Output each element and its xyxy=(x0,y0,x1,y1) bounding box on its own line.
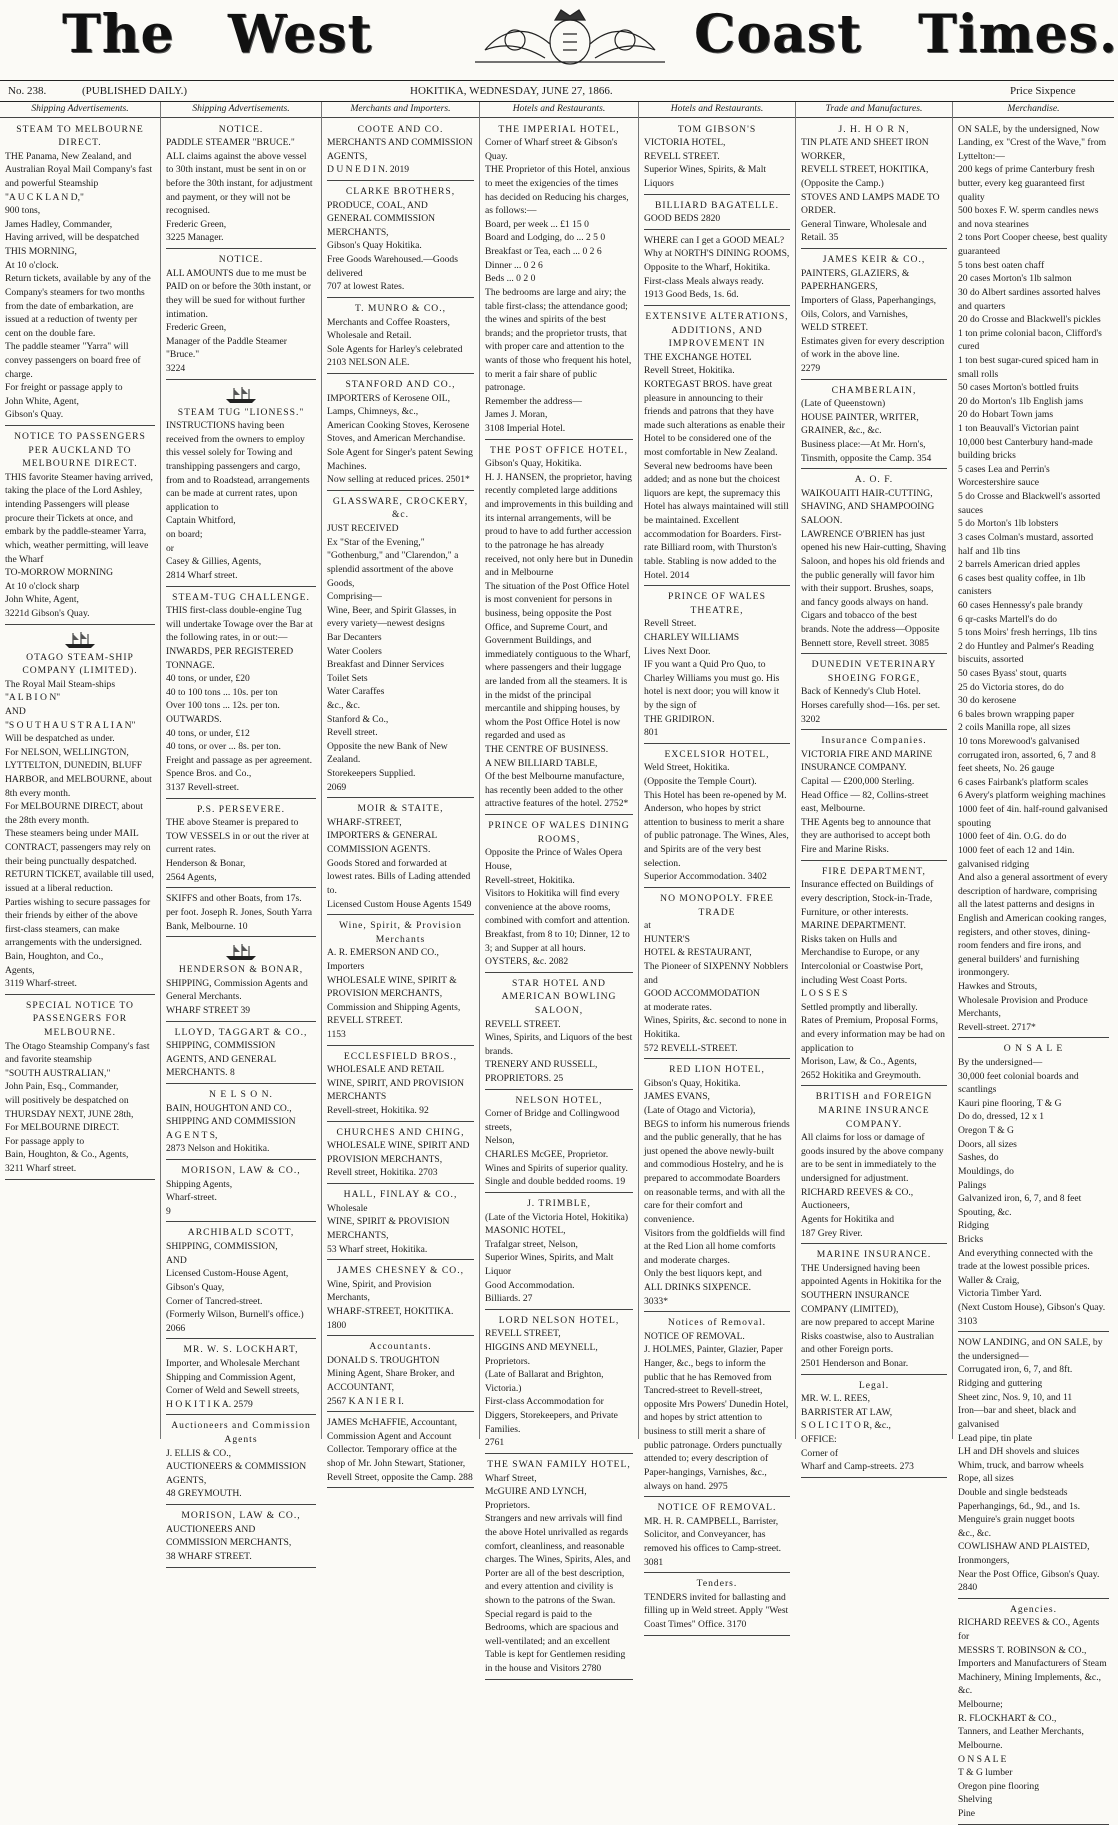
advertisement-body: Gibson's Quay, Hokitika. H. J. HANSEN, the proprietor, having recently completed large additions and improvements in this building and its internal arrangements, will be proud to have to add further accession to the patronage he has already received, not only here but in Dunedin and in Melbourne The situation of the Post Office Hotel is most convenient for persons in business, being opposite the Post Office, and Supreme Court, and Government Buildings, and immediately contiguous to the Wharf, where passengers and their luggage are landed from all the steamers. It is in the midst of the principal mercantile and shipping houses, by whom the Post Office Hotel is now regarded and used as THE CENTRE OF BUSINESS. A NEW BILLIARD TABLE, Of the best Melbourne manufacture, has recently been added to the other attractive features of the hotel. 2752* xyxy=(485,458,633,810)
advertisement-title: LLOYD, TAGGART & CO., xyxy=(174,1026,308,1038)
advertisement-columns xyxy=(0,102,1114,1819)
advertisement-title: NOTICE OF REMOVAL. xyxy=(657,1502,777,1514)
advertisement-body: THIS first-class double-engine Tug will undertake Towage over the Bar at the following rates, in or out:— INWARDS, PER REGISTERED TONNAGE. 40 tons, or under, £20 40 to 100 tons ... 10s. per ton Over 100 tons ... 12s. per ton. OUTWARDS. 40 tons, or under, £12 40 tons, or over ... 8s. per ton. Freight and passage as per agreement. Spence Bros. and Co., 3137 Revell-street. xyxy=(166,605,313,794)
advertisement-title: NOTICE. xyxy=(218,254,264,266)
advertisement xyxy=(485,442,633,815)
advertisement xyxy=(327,493,474,798)
advertisement-body: Insurance effected on Buildings of every description, Stock-in-Trade, Furniture, or other interests. MARINE DEPARTMENT. Risks taken on Hulls and Merchandise to Europe, or any Intercolonial or Coastwise Port, including West Coast Ports. L O S S E S Settled promptly and liberally. Rates of Premium, Proposal Forms, and every information may be had on application to Morison, Law, & Co., Agents, 2652 Hokitika and Greymouth. xyxy=(801,879,945,1081)
advertisement-body: A. R. EMERSON AND CO., Importers WHOLESALE WINE, SPIRIT & PROVISION MERCHANTS, Commission and Shipping Agents, REVELL STREET. 1153 xyxy=(327,947,461,1040)
advertisement xyxy=(166,1507,316,1567)
advertisement-body: SHIPPING, COMMISSION AGENTS, AND GENERAL MERCHANTS. 8 xyxy=(166,1040,276,1079)
advertisement xyxy=(327,300,474,374)
advertisement-title: Legal. xyxy=(858,1379,890,1391)
advertisement xyxy=(327,1338,474,1412)
advertisement xyxy=(485,1195,633,1310)
advertisement-body: All claims for loss or damage of goods insured by the above company are to be sent in immediately to the undersigned for adjustment. RICHARD REEVES & CO., Auctioneers, Agents for Hokitika and 187 Grey River. xyxy=(801,1132,944,1239)
advertisement-title: TOM GIBSON'S xyxy=(677,123,757,135)
advertisement-body: PADDLE STEAMER "BRUCE." ALL claims against the above vessel to 30th instant, must be sent in on or before the 30th instant, for adjustment and payment, or they will not be recognised. Frederic Green, 3225 Manager. xyxy=(166,137,313,244)
column-heading: Hotels and Restaurants. xyxy=(639,102,795,118)
advertisement-title: JAMES KEIR & CO., xyxy=(822,254,926,266)
advertisement xyxy=(327,121,474,181)
ship-icon xyxy=(224,943,258,961)
advertisement-title: A. O. F. xyxy=(854,474,894,486)
advertisement-body: Shipping Agents, Wharf-street. 9 xyxy=(166,1178,233,1217)
published-daily: (PUBLISHED DAILY.) xyxy=(82,85,188,97)
column-heading: Shipping Advertisements. xyxy=(161,102,321,118)
advertisement-body: THE EXCHANGE HOTEL Revell Street, Hokitika. KORTEGAST BROS. have great pleasure in announcing to their friends and patrons that they have made such alterations as enable their Hotel to be considered one of the most comfortable in New Zealand. Several new bedrooms have been added; and as none but the choicest liquors are kept, the supremacy this Hotel has always maintained will still be maintained. Excellent accommodation for Boarders. First-rate Billiard room, with Thurston's table. Stabling is now added to the Hotel. 2014 xyxy=(644,351,789,581)
advertisement-body: AUCTIONEERS AND COMMISSION MERCHANTS, 38 WHARF STREET. xyxy=(166,1523,292,1562)
advertisement-title: PRINCE OF WALES DINING ROOMS, xyxy=(488,820,630,845)
advertisement xyxy=(485,1092,633,1193)
advertisement-title: N E L S O N. xyxy=(209,1089,273,1100)
advertisement xyxy=(485,1456,633,1680)
advertisement xyxy=(327,1124,474,1184)
advertisement xyxy=(5,627,155,995)
advertisement xyxy=(485,817,633,973)
advertisement-title: Accountants. xyxy=(369,1341,432,1353)
advertisement-title: Wine, Spirit, & Provision Merchants xyxy=(339,920,462,945)
masthead xyxy=(0,0,1118,72)
advertisement-title: STANFORD AND CO., xyxy=(345,378,456,390)
advertisement-body: DONALD S. TROUGHTON Mining Agent, Share Broker, and ACCOUNTANT, 2567 K A N I E R I. xyxy=(327,1354,455,1407)
advertisement-title: GLASSWARE, CROCKERY, &c. xyxy=(332,495,469,521)
advertisement-title: THE POST OFFICE HOTEL, xyxy=(489,444,629,456)
advertisement-body: TENDERS invited for ballasting and filling up in Weld street. Apply "West Coast Times" Office. 3170 xyxy=(644,1591,789,1630)
advertisement xyxy=(958,1334,1109,1599)
advertisement-title: JAMES CHESNEY & CO., xyxy=(336,1265,465,1277)
advertisement-title: ARCHIBALD SCOTT, xyxy=(187,1227,295,1239)
advertisement xyxy=(644,588,790,744)
advertisement-body: Gibson's Quay, Hokitika. JAMES EVANS, (Late of Otago and Victoria), BEGS to inform his numerous friends and the public generally, that he has just opened the above newly-built and commodious Hostelry, and he is prepared to accommodate Boarders on reasonable terms, and with all the care for their comfort and convenience. Visitors from the goldfields will find at the Red Lion all home comforts and moderate charges. Only the best liquors kept, and ALL DRINKS SIXPENCE. 3033* xyxy=(644,1077,790,1307)
advertisement-body: WHARF-STREET, IMPORTERS & GENERAL COMMISSION AGENTS. Goods Stored and forwarded at lowest rates. Bills of Lading attended to. Licensed Custom House Agents 1549 xyxy=(327,816,472,910)
column xyxy=(953,102,1114,1819)
advertisement-title: BRITISH and FOREIGN MARINE INSURANCE COMPANY. xyxy=(815,1091,933,1130)
advertisement-title: THE IMPERIAL HOTEL, xyxy=(498,123,620,135)
advertisement xyxy=(644,1575,790,1635)
advertisement-title: J. H. H O R N, xyxy=(838,123,910,135)
advertisement-body: PRODUCE, COAL, AND GENERAL COMMISSION MERCHANTS, Gibson's Quay Hokitika. Free Goods Warehoused.—Goods delivered 707 at lowest Rates. xyxy=(327,199,458,293)
advertisement-body: (Late of the Victoria Hotel, Hokitika) MASONIC HOTEL, Trafalgar street, Nelson, Superior Wines, Spirits, and Malt Liquor Good Accommodation. Billiards. 27 xyxy=(485,1211,629,1305)
advertisement-body: REVELL STREET, HIGGINS AND MEYNELL, Proprietors. (Late of Ballarat and Brighton, Victoria.) First-class Accommodation for Diggers, Storekeepers, and Private Families. 2761 xyxy=(485,1328,618,1449)
advertisement xyxy=(801,121,947,249)
advertisement-title: P.S. PERSEVERE. xyxy=(196,803,286,815)
advertisement-body: SKIFFS and other Boats, from 17s. per foot. Joseph R. Jones, South Yarra Bank, Melbourne. 10 xyxy=(166,893,313,932)
advertisement-body: NOTICE OF REMOVAL. J. HOLMES, Painter, Glazier, Paper Hanger, &c., begs to inform the public that he has Removed from Tancred-street to Revell-street, opposite Mrs Powers' Dunedin Hotel, and hopes by strict attention to business to still merit a share of public patronage. Orders punctually attended to; every description of Paper-hangings, Varnishes, &c., always on hand. 2975 xyxy=(644,1330,789,1492)
advertisement-body: Wine, Spirit, and Provision Merchants, WHARF-STREET, HOKITIKA. 1800 xyxy=(327,1278,454,1331)
dateline-bar xyxy=(0,80,1114,102)
advertisement-body: Merchants and Coffee Roasters, Wholesale and Retail. Sole Agents for Harley's celebrated 2103 NELSON ALE. xyxy=(327,316,463,369)
advertisement-body: Opposite the Prince of Wales Opera House, Revell-street, Hokitika. Visitors to Hokitika will find every convenience at the above rooms, combined with comfort and attention. Breakfast, from 8 to 10; Dinner, 12 to 3; and Supper at all hours. OYSTERS, &c. 2082 xyxy=(485,847,630,968)
advertisement xyxy=(327,917,474,1045)
advertisement xyxy=(801,251,947,379)
advertisement xyxy=(327,800,474,915)
advertisement xyxy=(958,121,1109,1039)
advertisement-body: Wharf Street, McGUIRE AND LYNCH, Proprietors. Strangers and new arrivals will find the above Hotel unrivalled as regards comfort, cleanliness, and reasonable charges. The Wines, Spirits, Ales, and Porter are all of the best description, and every attention and civility is shown to the patrons of the Swan. Special regard is paid to the Bedrooms, which are spacious and well-ventilated; and an excellent Table is kept for Gentlemen residing in the house and Visitors 2780 xyxy=(485,1472,631,1675)
advertisement-title: Auctioneers and Commission Agents xyxy=(171,1420,311,1446)
advertisement xyxy=(166,890,316,937)
advertisement-body: Corner of Wharf street & Gibson's Quay. THE Proprietor of this Hotel, anxious to meet the exigencies of the times has decided on Reducing his charges, as follows:— Board, per week ... £1 15 0 Board and Lodging, do ... 2 5 0 Breakfast or Tea, each ... 0 2 6 Dinner ... 0 2 6 Beds ... 0 2 0 The bedrooms are large and airy; the table first-class; the attendance good; the wines and spirits of the best brands; and the proprietor trusts, that with proper care and attention to the wants of those who frequent his hotel, to merit a fair share of public patronage. Remember the address— James J. Moran, 3108 Imperial Hotel. xyxy=(485,137,632,435)
advertisement-body: J. ELLIS & CO., AUCTIONEERS & COMMISSION AGENTS, 48 GREYMOUTH. xyxy=(166,1447,307,1500)
column-heading: Merchandise. xyxy=(953,102,1114,118)
advertisement-title: STAR HOTEL AND AMERICAN BOWLING SALOON, xyxy=(501,977,617,1016)
advertisement xyxy=(644,121,790,195)
advertisement-title: STEAM TO MELBOURNE DIRECT. xyxy=(16,123,144,149)
advertisement xyxy=(327,1186,474,1260)
advertisement-title: NELSON HOTEL, xyxy=(515,1094,603,1106)
advertisement-body: GOOD BEDS 2820 xyxy=(644,213,721,225)
advertisement-body: WAIKOUAITI HAIR-CUTTING, SHAVING, AND SHAMPOOING SALOON. LAWRENCE O'BRIEN has just opened his new Hair-cutting, Shaving Saloon, and hopes his old friends and the public generally will favor him with their support. Brushes, soaps, and fancy goods always on hand. Cigars and tobacco of the best brands. Note the address—Opposite Bennett store, Revell street. 3085 xyxy=(801,487,947,649)
advertisement xyxy=(801,1246,947,1374)
ship-icon xyxy=(224,386,258,404)
advertisement-body: JAMES McHAFFIE, Accountant, Commission Agent and Account Collector. Temporary office at the shop of Mr. John Stewart, Stationer, Revell Street, opposite the Camp. 288 xyxy=(327,1417,473,1483)
advertisement xyxy=(166,939,316,1021)
advertisement xyxy=(327,183,474,298)
advertisement xyxy=(958,1040,1109,1332)
advertisement-body: RICHARD REEVES & CO., Agents for MESSRS T. ROBINSON & CO., Importers and Manufacturers of Steam Machinery, Mining Implements, &c., &c. Melbourne; R. FLOCKHART & CO., Tanners, and Leather Merchants, Melbourne. O N S A L E T & G lumber Oregon pine flooring Shelving Pine xyxy=(958,1617,1107,1819)
advertisement-body: ALL AMOUNTS due to me must be PAID on or before the 30th instant, or they will be sued for without further intimation. Frederic Green, Manager of the Paddle Steamer "Bruce." 3224 xyxy=(166,267,312,374)
advertisement-body: THE above Steamer is prepared to TOW VESSELS in or out the river at current rates. Henderson & Bonar, 2564 Agents, xyxy=(166,817,310,883)
advertisement-body: THIS favorite Steamer having arrived, taking the place of the Lord Ashley, intending Passengers will please procure their Tickets at once, and embark by the paddle-steamer Yarra, which, weather permitting, will leave the Wharf TO-MORROW MORNING At 10 o'clock sharp John White, Agent, 3221d Gibson's Quay. xyxy=(5,471,153,619)
advertisement-title: LORD NELSON HOTEL, xyxy=(498,1314,620,1326)
advertisement-body: WHOLESALE WINE, SPIRIT AND PROVISION MERCHANTS, Revell street, Hokitika. 2703 xyxy=(327,1140,470,1179)
ship-icon xyxy=(63,631,97,649)
advertisement xyxy=(644,1499,790,1573)
advertisement xyxy=(166,1224,316,1339)
advertisement xyxy=(801,732,947,860)
advertisement-title: MARINE INSURANCE. xyxy=(816,1249,932,1261)
advertisement-title: DUNEDIN VETERINARY SHOEING FORGE, xyxy=(811,659,937,684)
advertisement-body: (Late of Queenstown) HOUSE PAINTER, WRITER, GRAINER, &c., &c. Business place:—At Mr. Horn's, Tinsmith, opposite the Camp. 354 xyxy=(801,398,932,464)
advertisement-title: HALL, FINLAY & CO., xyxy=(343,1189,458,1201)
advertisement-title: CHURCHES AND CHING, xyxy=(336,1126,465,1138)
advertisement-title: RED LION HOTEL, xyxy=(669,1064,765,1076)
advertisement-body: MERCHANTS AND COMMISSION AGENTS, D U N E D I N. 2019 xyxy=(327,137,473,176)
advertisement xyxy=(166,1341,316,1415)
masthead-title-word: The xyxy=(62,4,175,65)
advertisement-title: NO MONOPOLY. FREE TRADE xyxy=(660,892,774,918)
advertisement xyxy=(644,308,790,586)
advertisement xyxy=(327,376,474,491)
advertisement-body: The Otago Steamship Company's fast and favorite steamship "SOUTH AUSTRALIAN," John Pain, Esq., Commander, will positively be despatched on THURSDAY NEXT, JUNE 28th, For MELBOURNE DIRECT. For passage apply to Bain, Houghton, & Co., Agents, 3211 Wharf street. xyxy=(5,1040,150,1175)
advertisement xyxy=(485,1312,633,1454)
advertisement xyxy=(327,1414,474,1488)
advertisement-body: SHIPPING, Commission Agents and General Merchants. WHARF STREET 39 xyxy=(166,977,308,1016)
advertisement-body: Wholesale WINE, SPIRIT & PROVISION MERCHANTS, 53 Wharf street, Hokitika. xyxy=(327,1202,450,1255)
advertisement xyxy=(5,121,155,426)
column xyxy=(639,102,796,1630)
advertisement-title: NOTICE TO PASSENGERS PER AUCKLAND TO MELBOURNE DIRECT. xyxy=(14,431,146,470)
advertisement-body: MR. H. R. CAMPBELL, Barrister, Solicitor, and Conveyancer, has removed his offices to Camp-street. 3081 xyxy=(644,1515,782,1568)
advertisement-body: REVELL STREET. Wines, Spirits, and Liquors of the best brands. TRENERY AND RUSSELL, PROPRIETORS. 25 xyxy=(485,1018,633,1085)
advertisement-title: FIRE DEPARTMENT, xyxy=(822,865,926,877)
advertisement xyxy=(801,1088,947,1244)
advertisement-title: O N S A L E xyxy=(1003,1043,1064,1055)
advertisement-body: THE Undersigned having been appointed Agents in Hokitika for the SOUTHERN INSURANCE COMPANY (LIMITED), are now prepared to accept Marine Risks coastwise, also to Australian and other Foreign ports. 2501 Henderson and Bonar. xyxy=(801,1262,942,1370)
advertisement-title: ECCLESFIELD BROS., xyxy=(343,1050,458,1062)
advertisement-body: By the undersigned— 30,000 feet colonial boards and scantlings Kauri pine flooring, T & G Do do, dressed, 12 x 1 Oregon T & G Doors, all sizes Sashes, do Mouldings, do Palings Galvanized iron, 6, 7, and 8 feet Spouting, &c. Ridging Bricks And everything connected with the trade at the lowest possible prices. Waller & Craig, Victoria Timber Yard. (Next Custom House), Gibson's Quay. 3103 xyxy=(958,1057,1106,1327)
advertisement-title: T. MUNRO & CO., xyxy=(354,302,447,314)
advertisement xyxy=(644,890,790,1059)
advertisement xyxy=(166,1086,316,1160)
advertisement xyxy=(485,121,633,440)
advertisement xyxy=(5,997,155,1180)
advertisement-body: Revell Street. CHARLEY WILLIAMS Lives Next Door. IF you want a Quid Pro Quo, to Charley Williams you must go. His hotel is next door; you will know it by the sign of THE GRIDIRON. 801 xyxy=(644,618,780,739)
column-heading: Shipping Advertisements. xyxy=(0,102,160,118)
advertisement-title: EXTENSIVE ALTERATIONS, ADDITIONS, AND IMPROVEMENT IN xyxy=(645,310,789,350)
advertisement xyxy=(166,1162,316,1222)
advertisement-title: COOTE AND CO. xyxy=(357,123,444,135)
advertisement-body: NOW LANDING, and ON SALE, by the undersigned— Corrugated iron, 6, 7, and 8ft. Ridging and guttering Sheet zinc, Nos. 9, 10, and 11 Iron—bar and sheet, black and galvanised Lead pipe, tin plate LH and DH shovels and sluices Whim, truck, and barrow wheels Rope, all sizes Double and single bedsteads Paperhangings, 6d., 9d., and 1s. Menguire's grain nugget boots &c., &c. COWLISHAW AND PLAISTED, Ironmongers, Near the Post Office, Gibson's Quay. 2840 xyxy=(958,1337,1103,1594)
advertisement-body: The Royal Mail Steam-ships "A L B I O N" AND "S O U T H A U S T R A L I A N" Will be despatched as under. For NELSON, WELLINGTON, LYTTELTON, DUNEDIN, BLUFF HARBOR, and MELBOURNE, about 8th every month. For MELBOURNE DIRECT, about the 28th every month. These steamers being under MAIL CONTRACT, passengers may rely on their being punctually despatched. RETURN TICKET, available till used, issued at a liberal reduction. Parties wishing to secure passages for their friends by either of the above first-class steamers, can make arrangements with the undersigned. Bain, Houghton, and Co., Agents, 3119 Wharf-street. xyxy=(5,678,154,990)
advertisement xyxy=(958,1601,1109,1825)
advertisement xyxy=(801,656,947,730)
advertisement-title: THE SWAN FAMILY HOTEL, xyxy=(487,1458,631,1470)
advertisement-body: Corner of Bridge and Collingwood streets, Nelson, CHARLES McGEE, Proprietor. Wines and Spirits of superior quality. Single and double bedded rooms. 19 xyxy=(485,1108,628,1188)
advertisement-title: HENDERSON & BONAR, xyxy=(178,964,304,976)
masthead-title-word: West xyxy=(228,4,373,65)
advertisement-title: PRINCE OF WALES THEATRE, xyxy=(668,591,766,616)
column xyxy=(161,102,322,1562)
advertisement-title: Notices of Removal. xyxy=(667,1317,767,1329)
advertisement xyxy=(801,1377,947,1478)
advertisement-body: Back of Kennedy's Club Hotel. Horses carefully shod—16s. per set. 3202 xyxy=(801,686,941,725)
column-heading: Merchants and Importers. xyxy=(322,102,479,118)
advertisement xyxy=(801,863,947,1087)
advertisement-title: STEAM-TUG CHALLENGE. xyxy=(172,591,310,603)
advertisement xyxy=(801,471,947,654)
advertisement-body: Importer, and Wholesale Merchant Shipping and Commission Agent, Corner of Weld and Sewell streets, H O K I T I K A. 2579 xyxy=(166,1357,300,1410)
advertisement-title: CHAMBERLAIN, xyxy=(831,384,917,396)
advertisement-title: STEAM TUG "LIONESS." xyxy=(177,406,305,418)
column xyxy=(796,102,953,1473)
advertisement-body: MR. W. L. REES, BARRISTER AT LAW, S O L I C I T O R, &c., OFFICE: Corner of Wharf and Camp-streets. 273 xyxy=(801,1393,914,1473)
advertisement-title: MORISON, LAW & CO., xyxy=(181,1165,301,1177)
advertisement-body: WHERE can I get a GOOD MEAL? Why at NORTH'S DINING ROOMS, Opposite to the Wharf, Hokitika. First-class Meals always ready. 1913 Good Beds, 1s. 6d. xyxy=(644,234,790,301)
advertisement-body: JUST RECEIVED Ex "Star of the Evening," "Gothenburg," and "Clarendon," a splendid assortment of the above Goods, Comprising— Wine, Beer, and Spirit Glasses, in every variety—newest designs Bar Decanters Water Coolers Breakfast and Dinner Services Toilet Sets Water Caraffes &c., &c. Stanford & Co., Revell street. Opposite the new Bank of New Zealand. Storekeepers Supplied. 2069 xyxy=(327,523,459,793)
advertisement-title: Agencies. xyxy=(1009,1603,1058,1615)
issue-number: No. 238. xyxy=(8,85,47,97)
royal-crest-icon xyxy=(455,2,685,70)
masthead-title-word: Times. xyxy=(918,4,1118,65)
advertisement-body: INSTRUCTIONS having been received from the owners to employ this vessel solely for Towing and transhipping passengers and cargo, from and to Roadstead, arrangements can be made at current rates, upon application to Captain Whitford, on board; or Casey & Gillies, Agents, 2814 Wharf street. xyxy=(166,420,310,581)
advertisement-body: BAIN, HOUGHTON AND CO., SHIPPING AND COMMISSION A G E N T S, 2873 Nelson and Hokitika. xyxy=(166,1102,296,1155)
advertisement-body: at HUNTER'S HOTEL & RESTAURANT, The Pioneer of SIXPENNY Nobblers and GOOD ACCOMMODATION at moderate rates. Wines, Spirits, &c. second to none in Hokitika. 572 REVELL-STREET. xyxy=(644,920,789,1054)
advertisement xyxy=(644,1061,790,1312)
advertisement xyxy=(801,382,947,470)
advertisement xyxy=(644,197,790,230)
column-heading: Hotels and Restaurants. xyxy=(480,102,638,118)
price: Price Sixpence xyxy=(1010,85,1076,97)
advertisement-body: Weld Street, Hokitika. (Opposite the Temple Court). This Hotel has been re-opened by M. Anderson, who hopes by strict attention to business to merit a share of public patronage. The Wines, Ales, and Spirits are of the very best selection. Superior Accommodation. 3402 xyxy=(644,762,789,883)
advertisement xyxy=(5,428,155,625)
advertisement xyxy=(485,975,633,1090)
advertisement xyxy=(327,1262,474,1336)
advertisement-body: VICTORIA HOTEL, REVELL STREET. Superior Wines, Spirits, & Malt Liquors xyxy=(644,137,767,190)
column xyxy=(0,102,161,1439)
advertisement-title: NOTICE. xyxy=(218,123,264,135)
advertisement-title: J. TRIMBLE, xyxy=(527,1197,591,1209)
advertisement xyxy=(327,1048,474,1122)
place-date: HOKITIKA, WEDNESDAY, JUNE 27, 1866. xyxy=(410,85,613,97)
advertisement-title: MORISON, LAW & CO., xyxy=(181,1510,301,1522)
advertisement-title: OTAGO STEAM-SHIP COMPANY (LIMITED). xyxy=(22,651,138,677)
advertisement xyxy=(166,382,316,587)
advertisement xyxy=(166,1417,316,1505)
advertisement-body: IMPORTERS of Kerosene OIL, Lamps, Chimneys, &c., American Cooking Stoves, Kerosene Stoves, and American Merchandise. Sole Agent for Singer's patent Sewing Machines. Now selling at reduced prices. 2501* xyxy=(327,392,473,486)
advertisement-body: WHOLESALE AND RETAIL WINE, SPIRIT, AND PROVISION MERCHANTS Revell-street, Hokitika. 92 xyxy=(327,1064,465,1117)
advertisement xyxy=(644,746,790,888)
advertisement-body: SHIPPING, COMMISSION, AND Licensed Custom-House Agent, Gibson's Quay, Corner of Tancred-street. (Formerly Wilson, Burnell's office.) 2066 xyxy=(166,1241,304,1334)
column-heading: Trade and Manufactures. xyxy=(796,102,952,118)
advertisement xyxy=(166,1024,316,1084)
advertisement-body: THE Panama, New Zealand, and Australian Royal Mail Company's fast and powerful Steamship "A U C K L A N D," 900 tons, James Hadley, Commander, Having arrived, will be despatched THIS MORNING, At 10 o'clock. Return tickets, available by any of the Company's steamers for two months from the date of embarkation, are issued at a reduction of twenty per cent on the double fare. The paddle steamer "Yarra" will convey passengers on board free of charge. For freight or passage apply to John White, Agent, Gibson's Quay. xyxy=(5,150,153,421)
advertisement-title: EXCELSIOR HOTEL, xyxy=(664,748,770,760)
column xyxy=(480,102,639,1675)
advertisement-title: MR. W. S. LOCKHART, xyxy=(183,1344,299,1356)
advertisement-title: MOIR & STAITE, xyxy=(357,803,444,815)
masthead-title-word: Coast xyxy=(694,4,863,65)
advertisement xyxy=(644,232,790,306)
advertisement-title: BILLIARD BAGATELLE. xyxy=(655,199,779,211)
advertisement-body: ON SALE, by the undersigned, Now Landing, ex "Crest of the Wave," from Lyttelton:— 200 kegs of prime Canterbury fresh butter, every keg guaranteed first quality 500 boxes F. W. sperm candles news and nova stearines 2 tons Port Cooper cheese, best quality guaranteed 5 tons best oaten chaff 20 cases Morton's 1lb salmon 30 do Albert sardines assorted halves and quarters 20 do Crosse and Blackwell's pickles 1 ton prime colonial bacon, Clifford's cured 1 ton best sugar-cured spiced ham in small rolls 50 cases Morton's bottled fruits 20 do Morton's 1lb English jams 20 do Hobart Town jams 1 ton Beauvall's Victorian paint 10,000 best Canterbury hand-made building bricks 5 cases Lea and Perrin's Worcestershire sauce 5 do Crosse and Blackwell's assorted sauces 5 do Morton's 1lb lobsters 3 cases Colman's mustard, assorted half and 1lb tins 2 barrels American dried apples 6 cases best quality coffee, in 1lb canisters 60 cases Hennessy's pale brandy 6 qr-casks Martell's do do 5 tons Moirs' fresh herrings, 1lb tins 2 do Huntley and Palmer's Reading biscuits, assorted 50 cases Byass' stout, quarts 25 do Victoria stores, do do 30 do kerosene 6 bales brown wrapping paper 2 coils Manilla rope, all sizes 10 tons Morewood's galvanised corrugated iron, assorted, 6, 7 and 8 feet sheets, No. 26 gauge 6 cases Fairbank's platform scales 6 Avery's platform weighing machines 1000 feet of 4in. half-round galvanised spouting 1000 feet of 4in. O.G. do do 1000 feet of each 12 and 14in. galvanised ridging And also a general assortment of every description of hardware, comprising all the latest patterns and designs in English and American cooking ranges, registers, and other stoves, dining-room fenders and fire irons, and general builders' and furnishing ironmongery. Hawkes and Strouts, Wholesale Provision and Produce Merchants, Revell-street. 2717* xyxy=(958,123,1108,1033)
advertisement xyxy=(166,589,316,799)
advertisement xyxy=(166,121,316,249)
advertisement xyxy=(166,251,316,379)
advertisement-body: VICTORIA FIRE AND MARINE INSURANCE COMPANY. Capital — £200,000 Sterling. Head Office — 82, Collins-street east, Melbourne. THE Agents beg to announce that they are authorised to accept both Fire and Marine Risks. xyxy=(801,748,933,856)
column xyxy=(322,102,480,1483)
advertisement-title: Insurance Companies. xyxy=(821,735,927,747)
advertisement xyxy=(644,1314,790,1497)
advertisement-body: TIN PLATE AND SHEET IRON WORKER, REVELL STREET, HOKITIKA, (Opposite the Camp.) STOVES AND LAMPS MADE TO ORDER. General Tinware, Wholesale and Retail. 35 xyxy=(801,137,940,244)
advertisement-title: CLARKE BROTHERS, xyxy=(345,186,456,198)
advertisement xyxy=(166,801,316,889)
advertisement-title: SPECIAL NOTICE TO PASSENGERS FOR MELBOURNE. xyxy=(26,999,134,1038)
advertisement-title: Tenders. xyxy=(696,1578,738,1590)
advertisement-body: PAINTERS, GLAZIERS, & PAPERHANGERS, Importers of Glass, Paperhangings, Oils, Colors, and Varnishes, WELD STREET. Estimates given for every description of work in the above line. 2279 xyxy=(801,267,945,374)
